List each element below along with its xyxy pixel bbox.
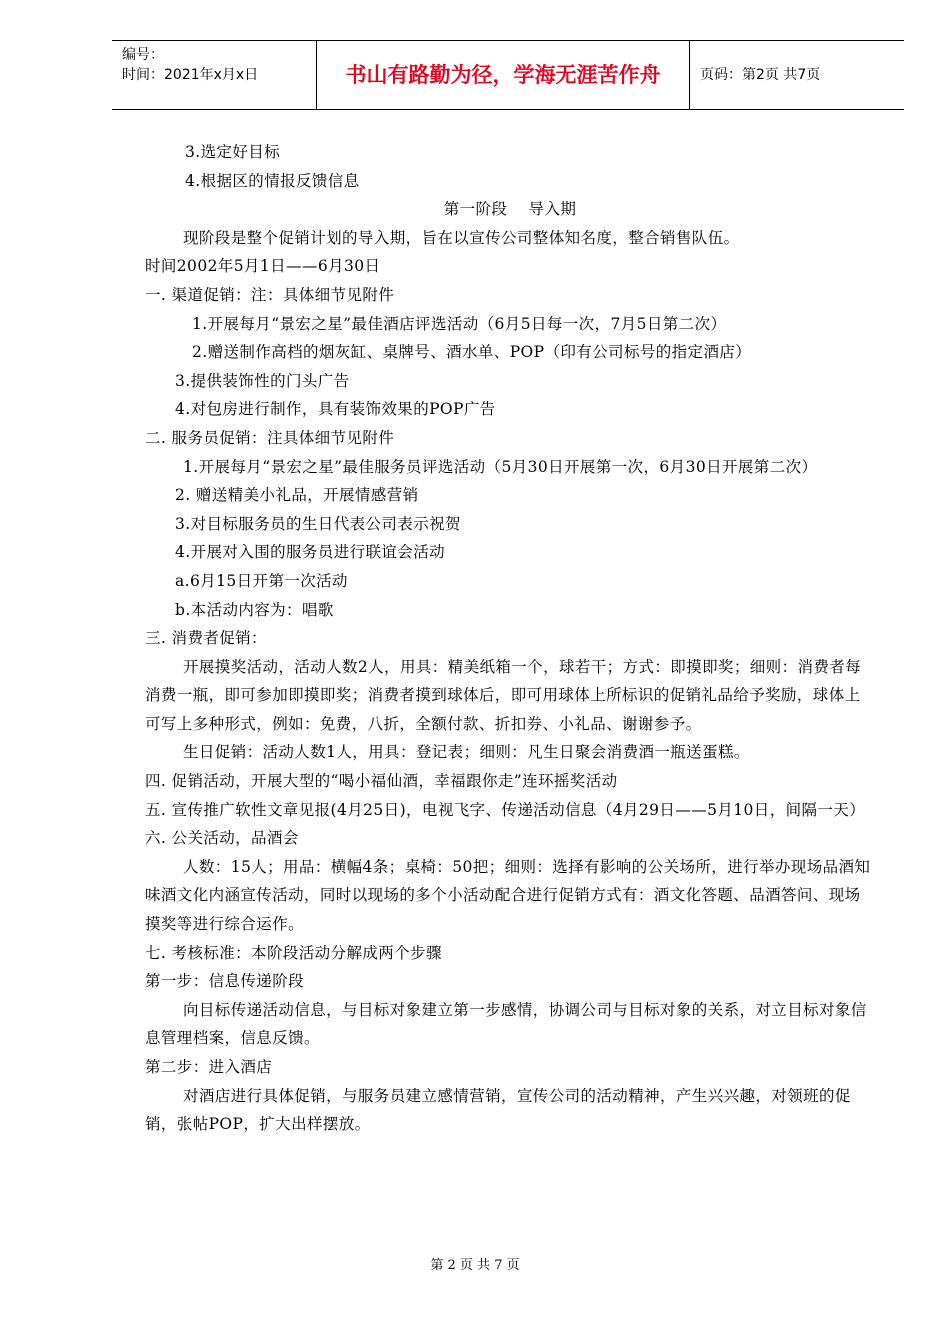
list-item: 4.开展对入围的服务员进行联谊会活动 — [175, 543, 445, 562]
list-item: 1.开展每月“景宏之星”最佳服务员评选活动（5月30日开展第一次，6月30日开展第二次） — [183, 457, 818, 476]
header-meta — [112, 41, 316, 109]
list-item: 4.对包房进行制作，具有装饰效果的POP广告 — [175, 400, 496, 419]
list-item: 2. 赠送精美小礼品，开展情感营销 — [175, 486, 419, 505]
section-heading: 七. 考核标准：本阶段活动分解成两个步骤 — [145, 943, 442, 962]
list-item: 1.开展每月“景宏之星”最佳酒店评选活动（6月5日每一次，7月5日第二次） — [192, 314, 727, 333]
list-item: 3.对目标服务员的生日代表公司表示祝贺 — [175, 514, 461, 533]
section-heading: 二. 服务员促销：注具体细节见附件 — [145, 428, 395, 447]
header-motto: 书山有路勤为径，学海无涯苦作舟 — [316, 41, 690, 109]
page-header — [112, 40, 904, 110]
paragraph: 人数：15人；用品：横幅4条；桌椅：50把；细则：选择有影响的公关场所，进行举办现场品酒知味酒文化内涵宣传活动，同时以现场的多个小活动配合进行促销方式有：酒文化答题、品酒答问、现场摸奖等进行综合运作。 — [145, 857, 871, 934]
section-heading: 第一阶段 导入期 — [443, 200, 577, 219]
list-item: b.本活动内容为：唱歌 — [175, 600, 334, 619]
section-heading: 六. 公关活动，品酒会 — [145, 829, 299, 848]
section-heading: 一. 渠道促销：注：具体细节见附件 — [145, 285, 395, 304]
step-heading: 第一步：信息传递阶段 — [145, 972, 305, 991]
paragraph: 时间2002年5月1日——6月30日 — [145, 257, 381, 276]
section-heading: 四. 促销活动，开展大型的“喝小福仙酒，幸福跟你走”连环摇奖活动 — [145, 772, 618, 791]
list-item: 3.选定好目标 — [185, 143, 281, 161]
document-body — [145, 138, 875, 1139]
section-heading: 五. 宣传推广软性文章见报(4月25日)，电视飞字、传递活动信息（4月29日——5月10日，间隔一天） — [145, 800, 866, 819]
list-item: 3.提供装饰性的门头广告 — [175, 371, 350, 390]
paragraph: 开展摸奖活动，活动人数2人，用具：精美纸箱一个，球若干；方式：即摸即奖；细则：消费者每消费一瓶，即可参加即摸即奖；消费者摸到球体后，即可用球体上所标识的促销礼品给予奖励，球体上可写上多种形式，例如：免费，八折，全额付款、折扣券、小礼品、谢谢参予。 — [145, 657, 862, 733]
document-number-label: 编号： — [122, 47, 164, 63]
list-item: 2.赠送制作高档的烟灰缸、桌牌号、酒水单、POP（印有公司标号的指定酒店） — [192, 343, 752, 362]
document-time-label: 时间：2021年x月x日 — [122, 67, 259, 83]
list-item: 4.根据区的情报反馈信息 — [185, 171, 360, 190]
paragraph: 对酒店进行具体促销，与服务员建立感情营销，宣传公司的活动精神，产生兴兴趣，对领班的促销，张帖POP，扩大出样摆放。 — [145, 1086, 851, 1134]
page-footer: 第 2 页 共 7 页 — [430, 1258, 520, 1273]
paragraph: 生日促销：活动人数1人，用具：登记表；细则：凡生日聚会消费酒一瓶送蛋糕。 — [183, 743, 750, 762]
list-item: a.6月15日开第一次活动 — [175, 571, 348, 590]
section-heading: 三. 消费者促销： — [145, 629, 267, 648]
paragraph: 向目标传递活动信息，与目标对象建立第一步感情，协调公司与目标对象的关系，对立目标对象信息管理档案，信息反馈。 — [145, 1000, 867, 1048]
header-page-number: 页码：第2页 共7页 — [700, 67, 821, 83]
step-heading: 第二步：进入酒店 — [145, 1058, 273, 1076]
paragraph: 现阶段是整个促销计划的导入期，旨在以宣传公司整体知名度，整合销售队伍。 — [183, 228, 740, 247]
